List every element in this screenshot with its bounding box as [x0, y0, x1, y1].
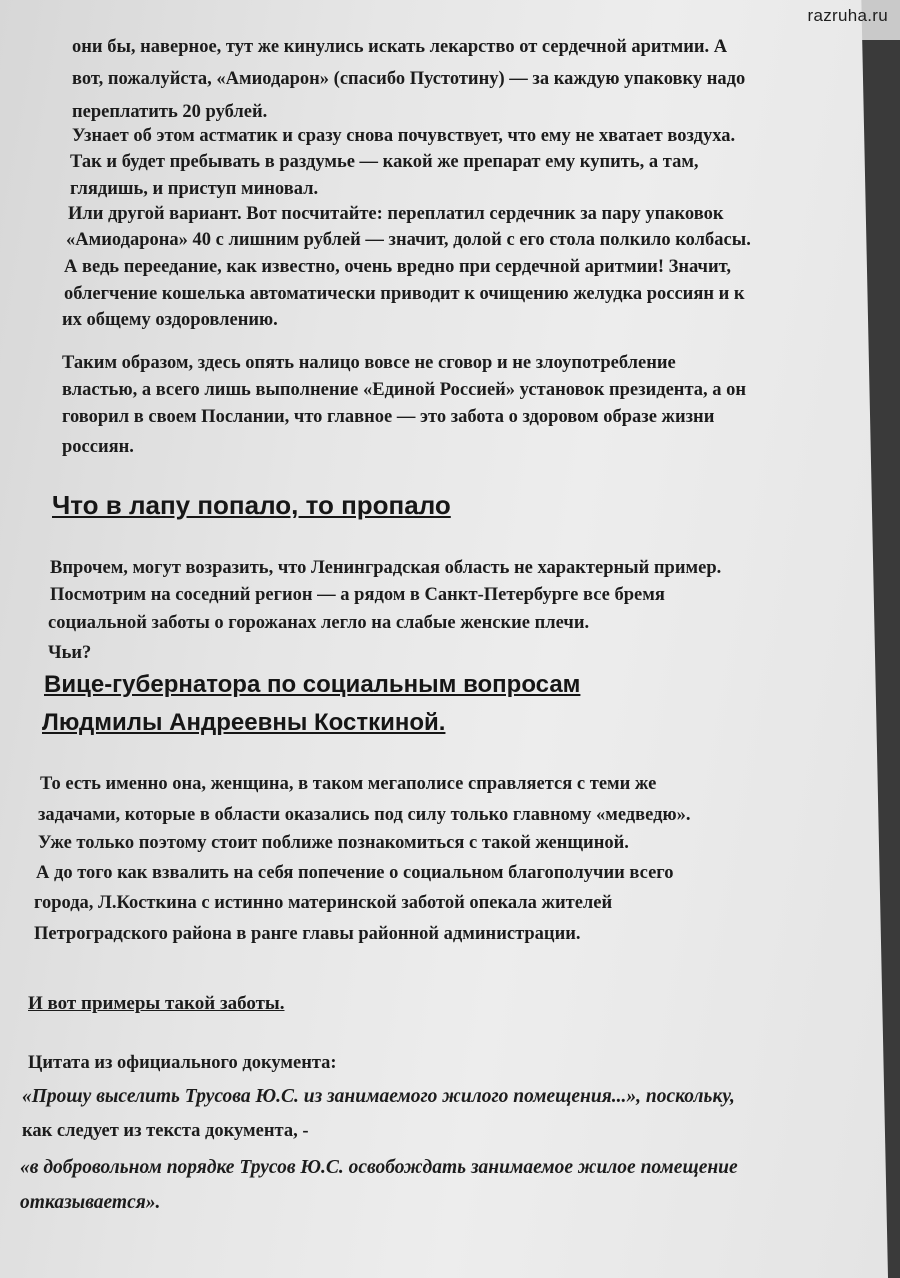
- quote-line: «в добровольном порядке Трусов Ю.С. освобождать занимаемое жилое помещение: [20, 1157, 738, 1178]
- text-line: глядишь, и приступ миновал.: [70, 179, 319, 199]
- text-line: их общему оздоровлению.: [62, 310, 278, 330]
- watermark: razruha.ru: [807, 6, 888, 25]
- text-line: задачами, которые в области оказались под силу только главному «медведю».: [38, 805, 691, 825]
- text-line: Таким образом, здесь опять налицо вовсе не сговор и не злоупотребление: [62, 353, 676, 373]
- text-line: Чьи?: [48, 643, 92, 663]
- quote-intro: Цитата из официального документа:: [28, 1053, 337, 1073]
- text-line: То есть именно она, женщина, в таком мегаполисе справляется с теми же: [40, 774, 657, 794]
- text-line: облегчение кошелька автоматически приводит к очищению желудка россиян и к: [64, 284, 745, 304]
- text-line: Посмотрим на соседний регион — а рядом в Санкт-Петербурге все бремя: [50, 585, 665, 605]
- text-line: А ведь переедание, как известно, очень вредно при сердечной аритмии! Значит,: [64, 257, 731, 277]
- quote-line: «Прошу выселить Трусова Ю.С. из занимаемого жилого помещения...», поскольку,: [22, 1086, 735, 1107]
- text-line: социальной заботы о горожанах легло на слабые женские плечи.: [48, 613, 590, 633]
- text-line: вот, пожалуйста, «Амиодарон» (спасибо Пустотину) — за каждую упаковку надо: [72, 69, 746, 89]
- text-line: как следует из текста документа, -: [22, 1121, 309, 1141]
- text-line: А до того как взвалить на себя попечение о социальном благополучии всего: [36, 863, 674, 883]
- text-line: говорил в своем Послании, что главное — это забота о здоровом образе жизни: [62, 407, 715, 427]
- text-line: «Амиодарона» 40 с лишним рублей — значит, долой с его стола полкило колбасы.: [66, 230, 751, 250]
- text-line: переплатить 20 рублей.: [72, 102, 268, 122]
- text-line: властью, а всего лишь выполнение «Единой Россией» установок президента, а он: [62, 380, 747, 400]
- text-line: россиян.: [62, 437, 134, 457]
- quote-line: отказывается».: [20, 1192, 161, 1213]
- text-line: Так и будет пребывать в раздумье — какой же препарат ему купить, а там,: [70, 152, 699, 172]
- text-line: Узнает об этом астматик и сразу снова почувствует, что ему не хватает воздуха.: [72, 126, 736, 146]
- text-line: они бы, наверное, тут же кинулись искать лекарство от сердечной аритмии. А: [72, 37, 728, 57]
- examples-heading: И вот примеры такой заботы.: [28, 993, 285, 1014]
- subheading-line: Людмилы Андреевны Косткиной.: [42, 709, 446, 736]
- text-line: Впрочем, могут возразить, что Ленинградская область не характерный пример.: [50, 558, 722, 578]
- subheading-line: Вице-губернатора по социальным вопросам: [44, 671, 581, 698]
- text-line: Или другой вариант. Вот посчитайте: переплатил сердечник за пару упаковок: [68, 204, 724, 224]
- text-line: города, Л.Косткина с истинно материнской заботой опекала жителей: [34, 893, 613, 913]
- text-line: Петроградского района в ранге главы районной администрации.: [34, 924, 581, 944]
- text-line: Уже только поэтому стоит поближе познакомиться с такой женщиной.: [38, 833, 629, 853]
- section-heading: Что в лапу попало, то пропало: [52, 490, 451, 520]
